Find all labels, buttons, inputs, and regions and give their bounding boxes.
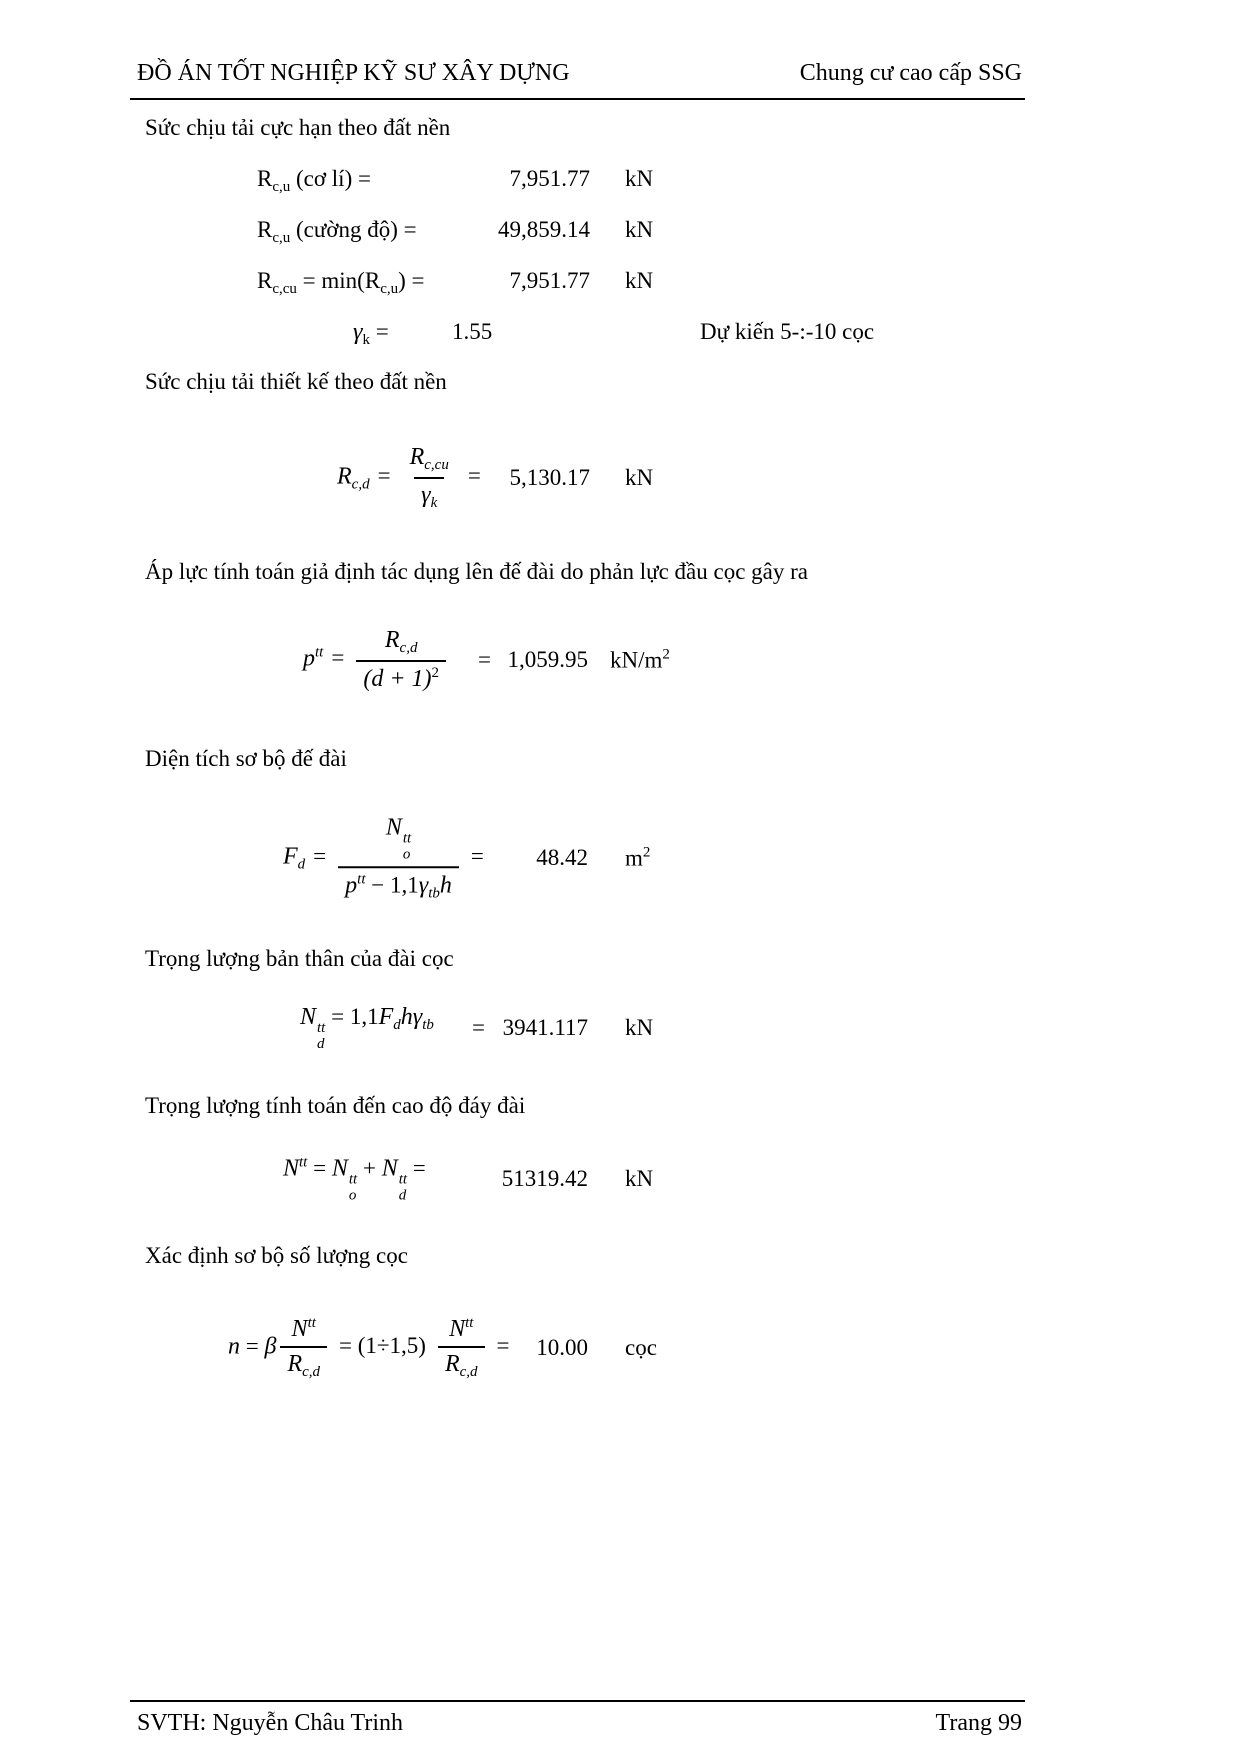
equals: = (331, 644, 345, 670)
superscript: tt (317, 1019, 326, 1036)
formula-unit: cọc (625, 1335, 657, 1360)
subscript: c,d (351, 475, 370, 492)
unit-text: m (625, 845, 643, 871)
formula-value: 10.00 (536, 1335, 588, 1360)
formula-pressure (0, 612, 1241, 707)
row-label (353, 319, 389, 349)
equals: = (369, 319, 389, 344)
safety-factor-row (0, 319, 1241, 355)
row-label (257, 268, 425, 298)
subscript: c,cu (272, 281, 297, 297)
equals: = (313, 843, 327, 869)
formula-self-weight (0, 1003, 1241, 1053)
subscript: c,d (399, 639, 418, 656)
gamma-var: γ (353, 319, 363, 345)
row-value: 7,951.77 (509, 268, 590, 293)
row-unit: kN (625, 217, 654, 242)
row-value: 7,951.77 (509, 166, 590, 191)
subscript: c,cu (424, 456, 449, 473)
formula-expression (283, 1154, 426, 1204)
sup-sub-stack (399, 1172, 407, 1204)
formula-value: 48.42 (536, 845, 588, 870)
section-heading-pressure: Áp lực tính toán giả định tác dụng lên đế đài do phản lực đầu cọc gây ra (145, 559, 808, 584)
sup-sub-stack (403, 831, 411, 863)
denominator (280, 1346, 327, 1381)
unit-superscript: 2 (642, 844, 651, 861)
subscript: tb (428, 884, 440, 901)
capacity-row-min (0, 268, 1241, 304)
equals: = (472, 1015, 485, 1040)
label-text: ) = (398, 268, 425, 293)
section-heading-self-weight: Trọng lượng bản thân của đài cọc (145, 946, 454, 971)
formula-expression (300, 1004, 434, 1053)
superscript: tt (402, 830, 412, 847)
subscript: c,d (459, 1364, 478, 1380)
subscript: c,u (380, 281, 399, 297)
var: h (439, 871, 452, 898)
subscript: o (348, 1187, 357, 1203)
formula-unit (610, 646, 670, 673)
var: N (385, 814, 402, 841)
superscript: tt (357, 870, 366, 887)
plus-operator: + (357, 1155, 382, 1181)
var: N (283, 1155, 300, 1182)
var: R (257, 217, 273, 242)
var: F (378, 1003, 394, 1030)
beta-var: β (264, 1333, 277, 1360)
section-heading-area: Diện tích sơ bộ đế đài (145, 746, 347, 771)
capacity-row-co-li (0, 166, 1241, 202)
formula-expression (303, 627, 450, 693)
equals: = (240, 1333, 265, 1359)
subscript: d (297, 856, 306, 873)
var: R (384, 626, 400, 653)
footer-author: SVTH: Nguyễn Châu Trinh (137, 1710, 404, 1736)
fraction (280, 1315, 327, 1381)
row-label (257, 217, 417, 247)
var: (d + 1) (363, 665, 432, 692)
equals: = 1,1 (325, 1003, 379, 1029)
subscript: c,d (302, 1364, 321, 1380)
subscript: d (398, 1187, 407, 1203)
subscript: d (317, 1035, 325, 1052)
var: N (331, 1155, 348, 1182)
equals: = (467, 462, 481, 488)
subscript: c,u (272, 179, 291, 195)
numerator (285, 1315, 323, 1346)
equals: = (307, 1155, 332, 1181)
var: R (257, 166, 273, 191)
superscript: tt (465, 1315, 474, 1331)
equals: = (478, 646, 491, 672)
section-heading-total-weight: Trọng lượng tính toán đến cao độ đáy đài (145, 1093, 526, 1118)
subscript: d (393, 1016, 401, 1033)
section-heading-ultimate-capacity: Sức chịu tải cực hạn theo đất nền (145, 115, 451, 140)
numerator (379, 814, 418, 866)
subscript: k (430, 494, 438, 511)
var: p (303, 644, 315, 671)
row-unit: kN (625, 268, 654, 293)
header-right-title: Chung cư cao cấp SSG (799, 60, 1022, 86)
equals: = (377, 462, 391, 488)
var: hγ (400, 1003, 423, 1030)
gamma-var: γ (418, 871, 429, 898)
superscript: tt (315, 643, 324, 660)
var: R (444, 1351, 460, 1377)
formula-area (0, 808, 1241, 908)
var: N (449, 1316, 466, 1342)
var: R (409, 443, 425, 470)
subscript: k (362, 332, 370, 348)
pile-estimate-note: Dự kiến 5-:-10 cọc (700, 319, 875, 344)
row-value: 1.55 (452, 319, 493, 344)
formula-unit (625, 845, 650, 872)
var: R (257, 268, 273, 293)
subscript: tb (422, 1016, 434, 1033)
equals: = (407, 1155, 426, 1181)
formula-value: 51319.42 (501, 1166, 588, 1191)
fraction (356, 627, 446, 693)
header-left-title: ĐỒ ÁN TỐT NGHIỆP KỸ SƯ XÂY DỰNG (137, 60, 570, 86)
var: N (381, 1155, 398, 1182)
superscript: tt (299, 1154, 308, 1171)
row-unit: kN (625, 166, 654, 191)
numerator (378, 627, 425, 660)
superscript: tt (348, 1171, 358, 1188)
var: n (228, 1333, 240, 1360)
var: p (345, 871, 358, 898)
equals-range: = (1÷1,5) (339, 1333, 426, 1359)
formula-value: 5,130.17 (509, 464, 590, 490)
superscript: 2 (431, 664, 440, 681)
superscript: tt (307, 1315, 316, 1331)
footer-rule (130, 1700, 1025, 1702)
denominator (338, 866, 459, 902)
section-heading-pile-count: Xác định sơ bộ số lượng cọc (145, 1243, 408, 1268)
label-text: (cơ lí) = (290, 166, 371, 191)
equals: = (496, 1333, 510, 1359)
var: γ (421, 481, 431, 508)
label-text: (cường độ) = (290, 217, 417, 242)
denominator (356, 660, 446, 693)
footer-page-number: Trang 99 (935, 1710, 1022, 1736)
subscript: c,u (272, 230, 291, 246)
formula-unit: kN (625, 1166, 654, 1191)
var: R (287, 1351, 303, 1377)
operator: − 1,1 (365, 871, 419, 897)
formula-unit: kN (625, 464, 654, 490)
row-label (257, 166, 371, 196)
formula-value: 1,059.95 (507, 646, 588, 672)
header-rule (130, 98, 1025, 100)
label-text: = min(R (296, 268, 381, 293)
formula-design-capacity (0, 425, 1241, 530)
var: F (283, 843, 298, 870)
formula-total-weight (0, 1154, 1241, 1203)
capacity-row-cuong-do (0, 217, 1241, 253)
unit-text: kN/m (610, 647, 663, 672)
sup-sub-stack (349, 1172, 357, 1204)
section-heading-design-capacity: Sức chịu tải thiết kế theo đất nền (145, 369, 447, 394)
var: N (300, 1003, 317, 1030)
formula-pile-count (0, 1300, 1241, 1396)
superscript: tt (398, 1171, 408, 1188)
var: R (337, 462, 352, 489)
subscript: o (402, 846, 411, 862)
unit-superscript: 2 (662, 646, 670, 662)
equals: = (470, 843, 484, 869)
var: N (291, 1316, 308, 1342)
formula-value: 3941.117 (502, 1015, 588, 1040)
formula-unit: kN (625, 1015, 654, 1040)
row-value: 49,859.14 (498, 217, 590, 242)
